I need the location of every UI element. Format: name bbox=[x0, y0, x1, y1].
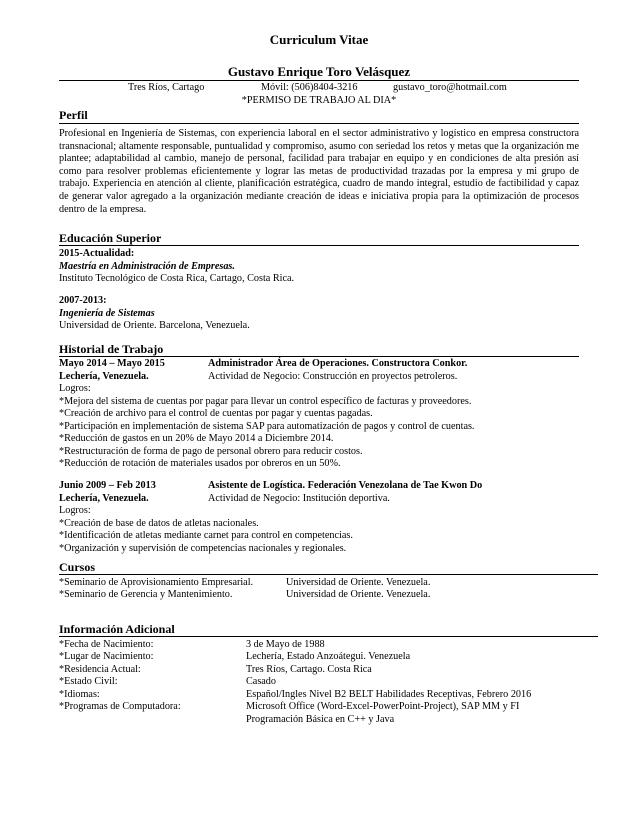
info-value: 3 de Mayo de 1988 bbox=[246, 639, 325, 650]
info-value-continuation: Programación Básica en C++ y Java bbox=[246, 714, 395, 725]
section-rule-perfil bbox=[59, 123, 579, 124]
name-underline bbox=[59, 80, 579, 81]
job-logros-label: Logros: bbox=[59, 383, 91, 394]
info-label: *Lugar de Nacimiento: bbox=[59, 651, 154, 662]
job-achievement: *Reducción de rotación de materiales usados por obreros en un 50%. bbox=[59, 458, 341, 469]
education-institution: Universidad de Oriente. Barcelona, Venezuela. bbox=[59, 320, 250, 331]
job-title: Asistente de Logística. Federación Venezolana de Tae Kwon Do bbox=[208, 480, 483, 491]
course-institution: Universidad de Oriente. Venezuela. bbox=[286, 577, 431, 588]
job-period: Mayo 2014 – Mayo 2015 bbox=[59, 358, 165, 369]
job-achievement: *Participación en implementación de sistema SAP para automatización de pagos y control de cuentas. bbox=[59, 421, 475, 432]
course-name: *Seminario de Aprovisionamiento Empresarial. bbox=[59, 577, 254, 588]
section-rule-courses bbox=[59, 574, 598, 575]
education-period: 2007-2013: bbox=[59, 295, 107, 306]
candidate-name: Gustavo Enrique Toro Velásquez bbox=[227, 64, 411, 79]
job-achievement: *Identificación de atletas mediante carnet para control en competencias. bbox=[59, 530, 353, 541]
profile-paragraph: Profesional en Ingeniería de Sistemas, con experiencia laboral en el sector administrativo y logístico en empresa constructora transnacional; altamente responsable, puntualidad y compromiso, asumo con seriedad los retos y metas que la organización me plantee; adaptabilidad al cambio, manejo de personal, facilidad para trabajar en equipo y en condiciones de alta presión así como para resolver problemas eficientemente y lograr las metas de productividad trazadas por la empresa y mi grupo de trabajo. Experiencia en atención al cliente, planificación estratégica, cuadro de mando integral, estudio de factibilidad y capaz de generar valor agregado a la organización mediante creación de ideas e iniciativa propia para la optimización de procesos dentro de la empresa. bbox=[59, 128, 579, 215]
info-value: Casado bbox=[246, 676, 276, 687]
job-logros-label: Logros: bbox=[59, 505, 91, 516]
info-value: Tres Ríos, Cartago. Costa Rica bbox=[246, 664, 372, 675]
info-value: Microsoft Office (Word-Excel-PowerPoint-Project), SAP MM y FI bbox=[246, 701, 520, 712]
course-institution: Universidad de Oriente. Venezuela. bbox=[286, 589, 431, 600]
document-title: Curriculum Vitae bbox=[269, 32, 369, 47]
job-location: Lechería, Venezuela. bbox=[59, 371, 149, 382]
job-activity: Actividad de Negocio: Institución deportiva. bbox=[208, 493, 390, 504]
education-degree: Maestría en Administración de Empresas. bbox=[59, 261, 235, 272]
job-achievement: *Mejora del sistema de cuentas por pagar para llevar un control específico de facturas y proveedores. bbox=[59, 396, 472, 407]
job-activity: Actividad de Negocio: Construcción en proyectos petroleros. bbox=[208, 371, 458, 382]
section-heading-education: Educación Superior bbox=[59, 231, 162, 245]
job-location: Lechería, Venezuela. bbox=[59, 493, 149, 504]
section-heading-perfil: Perfil bbox=[59, 108, 88, 122]
section-rule-work bbox=[59, 356, 579, 357]
job-achievement: *Organización y supervisión de competencias nacionales y regionales. bbox=[59, 543, 347, 554]
section-heading-courses: Cursos bbox=[59, 560, 96, 574]
info-label: *Estado Civil: bbox=[59, 676, 118, 687]
job-achievement: *Creación de archivo para el control de cuentas por pagar y cuentas pagadas. bbox=[59, 408, 373, 419]
info-label: *Idiomas: bbox=[59, 689, 100, 700]
section-heading-additional: Información Adicional bbox=[59, 622, 175, 636]
job-achievement: *Creación de base de datos de atletas nacionales. bbox=[59, 518, 259, 529]
work-permit-note: *PERMISO DE TRABAJO AL DIA* bbox=[241, 95, 397, 106]
info-label: *Residencia Actual: bbox=[59, 664, 141, 675]
course-name: *Seminario de Gerencia y Mantenimiento. bbox=[59, 589, 233, 600]
job-achievement: *Restructuración de forma de pago de personal obrero para reducir costos. bbox=[59, 446, 363, 457]
education-period: 2015-Actualidad: bbox=[59, 248, 135, 259]
education-degree: Ingeniería de Sistemas bbox=[59, 308, 155, 319]
section-rule-additional bbox=[59, 636, 598, 637]
education-institution: Instituto Tecnológico de Costa Rica, Cartago, Costa Rica. bbox=[59, 273, 295, 284]
contact-location: Tres Ríos, Cartago bbox=[128, 82, 205, 93]
job-period: Junio 2009 – Feb 2013 bbox=[59, 480, 156, 491]
info-value: Lechería, Estado Anzoátegui. Venezuela bbox=[246, 651, 411, 662]
info-value: Español/Ingles Nivel B2 BELT Habilidades Receptivas, Febrero 2016 bbox=[246, 689, 532, 700]
job-title: Administrador Área de Operaciones. Constructora Conkor. bbox=[208, 358, 468, 369]
contact-email: gustavo_toro@hotmail.com bbox=[393, 82, 507, 93]
section-heading-work: Historial de Trabajo bbox=[59, 342, 164, 356]
info-label: *Programas de Computadora: bbox=[59, 701, 181, 712]
info-label: *Fecha de Nacimiento: bbox=[59, 639, 154, 650]
job-achievement: *Reducción de gastos en un 20% de Mayo 2014 a Diciembre 2014. bbox=[59, 433, 334, 444]
section-rule-education bbox=[59, 245, 579, 246]
contact-phone: Móvil: (506)8404-3216 bbox=[261, 82, 358, 93]
